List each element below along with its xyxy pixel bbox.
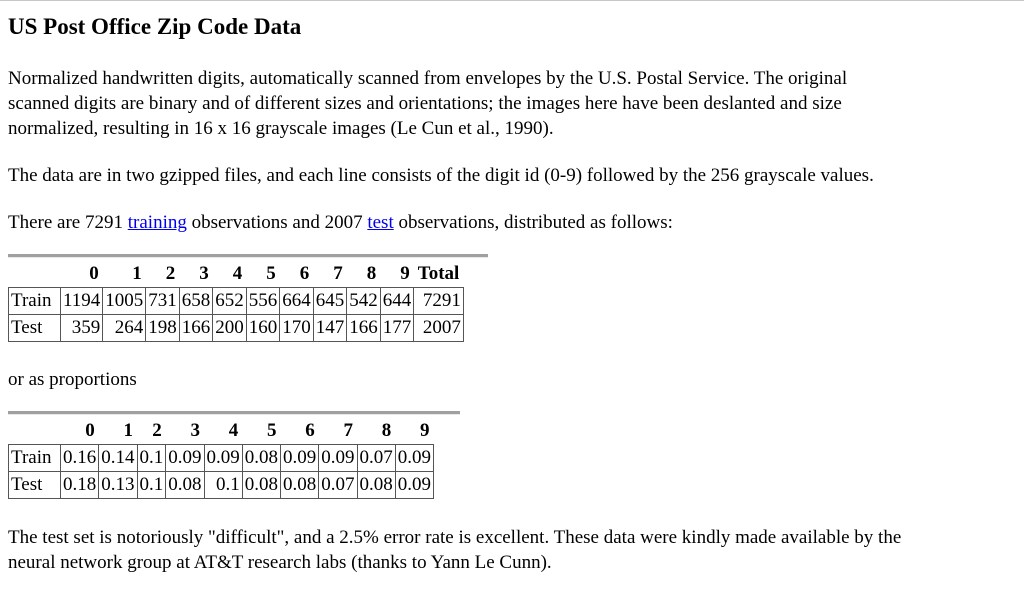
proportions-header-corner — [9, 418, 61, 445]
table-cell-total: 7291 — [414, 288, 464, 315]
table-cell: 147 — [313, 315, 347, 342]
proportions-header-digit: 6 — [305, 420, 315, 441]
counts-header-digit: 9 — [400, 263, 410, 284]
table-cell: 359 — [61, 315, 103, 342]
closing-line-2: neural network group at AT&T research labs (thanks to Yann Le Cunn). — [8, 552, 552, 573]
counts-suffix: observations, distributed as follows: — [393, 212, 673, 233]
table-cell: 0.18 — [61, 472, 99, 499]
proportions-header-digit: 9 — [420, 420, 430, 441]
table-cell: 0.1 — [137, 445, 166, 472]
table-cell: 0.09 — [319, 445, 357, 472]
table-cell: 0.09 — [166, 445, 204, 472]
counts-header-digit: 6 — [299, 263, 310, 284]
table-cell: 0.07 — [319, 472, 357, 499]
counts-header-digit: 5 — [266, 263, 276, 284]
proportions-header-digit: 8 — [381, 420, 392, 441]
table-cell: 644 — [380, 288, 414, 315]
table-cell: 0.09 — [204, 445, 242, 472]
training-link[interactable]: training — [127, 212, 187, 233]
intro-paragraph — [8, 66, 847, 141]
table-cell: 0.08 — [357, 472, 395, 499]
counts-header-row — [9, 261, 464, 288]
table-cell: 0.07 — [357, 445, 395, 472]
counts-header-digit: 0 — [89, 263, 99, 284]
proportions-header-digit: 4 — [228, 420, 239, 441]
table-cell: 1194 — [61, 288, 103, 315]
table-row — [9, 445, 434, 472]
table-cell-total: 2007 — [414, 315, 464, 342]
table-cell: 0.08 — [166, 472, 204, 499]
counts-header-digit: 1 — [132, 263, 142, 284]
table-cell: 0.09 — [281, 445, 319, 472]
row-label: Test — [9, 315, 61, 342]
proportions-header-row — [9, 418, 434, 445]
row-label: Train — [9, 288, 61, 315]
table-cell: 177 — [380, 315, 414, 342]
table-cell: 0.13 — [99, 472, 137, 499]
table-cell: 0.16 — [61, 445, 99, 472]
table-cell: 166 — [347, 315, 381, 342]
table-cell: 0.08 — [242, 445, 280, 472]
test-link[interactable]: test — [367, 212, 394, 233]
table-cell: 198 — [146, 315, 180, 342]
counts-header-corner — [9, 261, 61, 288]
proportions-header-digit: 1 — [123, 420, 133, 441]
proportions-header-digit: 0 — [85, 420, 95, 441]
table-cell: 645 — [313, 288, 347, 315]
table-cell: 264 — [103, 315, 146, 342]
proportions-header-digit: 5 — [267, 420, 277, 441]
table-cell: 652 — [213, 288, 247, 315]
table-cell: 0.14 — [99, 445, 137, 472]
table-cell: 0.1 — [204, 472, 242, 499]
top-border — [0, 0, 1024, 1]
page-title: US Post Office Zip Code Data — [8, 14, 302, 39]
row-label: Train — [9, 445, 61, 472]
table-cell: 0.1 — [137, 472, 166, 499]
table-cell: 166 — [179, 315, 213, 342]
proportions-header-digit: 7 — [343, 420, 353, 441]
counts-table-rule — [8, 254, 488, 258]
table-row — [9, 472, 434, 499]
intro-line-1: Normalized handwritten digits, automatically scanned from envelopes by the U.S. Postal Service. The original — [8, 68, 848, 89]
counts-prefix: There are 7291 — [8, 212, 128, 233]
table-cell: 200 — [213, 315, 247, 342]
intro-line-3: normalized, resulting in 16 x 16 grayscale images (Le Cun et al., 1990). — [8, 118, 554, 139]
closing-paragraph — [8, 525, 901, 575]
counts-header-total: Total — [417, 263, 460, 284]
counts-paragraph — [8, 210, 673, 235]
table-cell: 0.09 — [395, 445, 433, 472]
proportions-table — [8, 418, 434, 499]
proportions-label: or as proportions — [8, 369, 137, 390]
counts-header-digit: 4 — [232, 263, 243, 284]
table-cell: 170 — [280, 315, 314, 342]
closing-line-1: The test set is notoriously "difficult", and a 2.5% error rate is excellent. These data were kindly made available by the — [8, 527, 902, 548]
proportions-table-rule — [8, 411, 460, 415]
format-paragraph: The data are in two gzipped files, and each line consists of the digit id (0-9) followed by the 256 grayscale values. — [8, 165, 874, 186]
table-cell: 731 — [146, 288, 180, 315]
table-cell: 0.09 — [395, 472, 433, 499]
counts-header-digit: 8 — [366, 263, 377, 284]
counts-middle: observations and 2007 — [186, 212, 368, 233]
counts-header-digit: 7 — [333, 263, 343, 284]
table-row — [9, 288, 464, 315]
counts-header-digit: 2 — [165, 263, 176, 284]
table-row — [9, 315, 464, 342]
intro-line-2: scanned digits are binary and of different sizes and orientations; the images here have been deslanted and size — [8, 93, 842, 114]
proportions-header-digit: 2 — [152, 420, 162, 441]
table-cell: 0.08 — [281, 472, 319, 499]
table-cell: 1005 — [103, 288, 146, 315]
table-cell: 556 — [246, 288, 280, 315]
table-cell: 0.08 — [242, 472, 280, 499]
proportions-header-digit: 3 — [190, 420, 200, 441]
table-cell: 542 — [347, 288, 381, 315]
table-cell: 160 — [246, 315, 280, 342]
table-cell: 658 — [179, 288, 213, 315]
counts-table — [8, 261, 464, 342]
table-cell: 664 — [280, 288, 314, 315]
counts-header-digit: 3 — [199, 263, 209, 284]
row-label: Test — [9, 472, 61, 499]
